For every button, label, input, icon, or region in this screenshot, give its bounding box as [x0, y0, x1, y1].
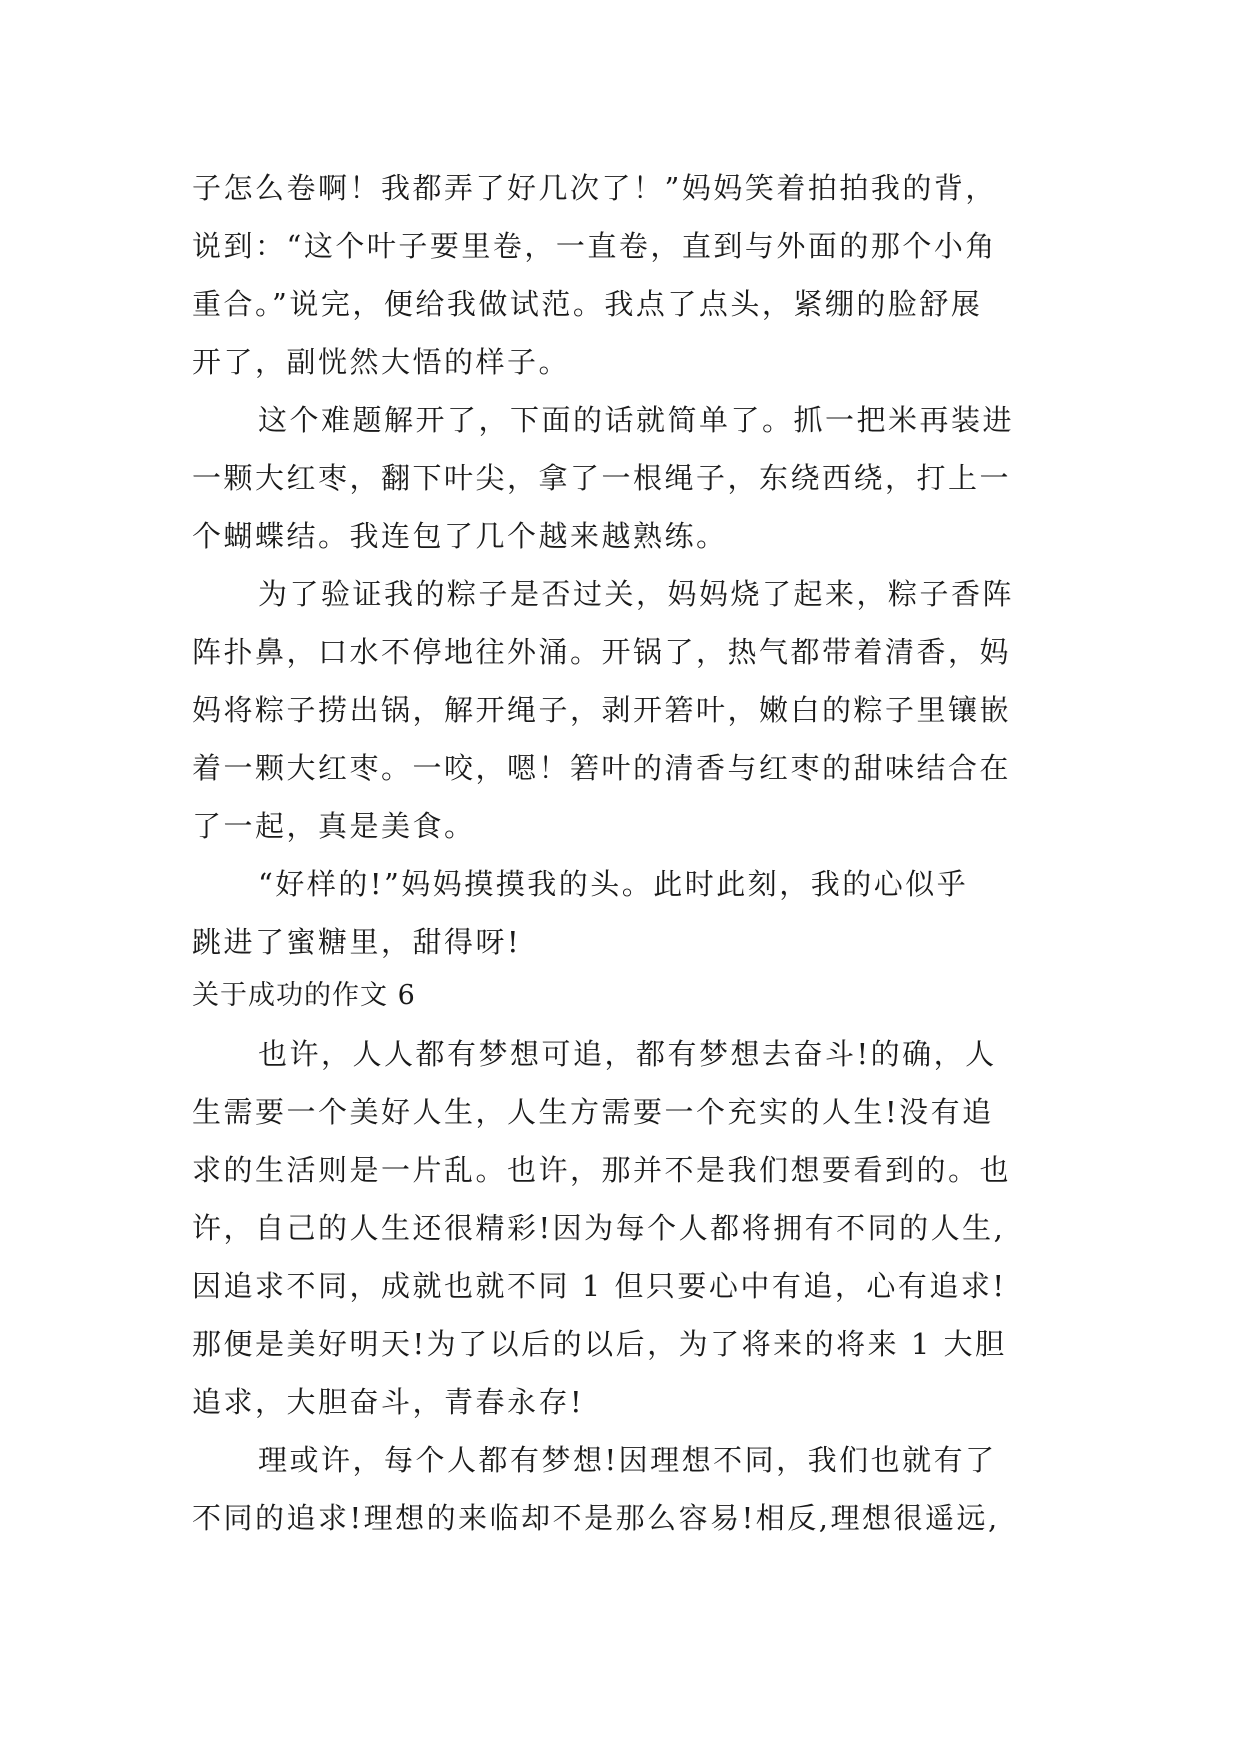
text-line: 开了，副恍然大悟的样子。 [192, 345, 571, 379]
text-line: 求的生活则是一片乱。也许，那并不是我们想要看到的。也 [192, 1153, 1012, 1187]
paragraph-start-line: 理或许，每个人都有梦想!因理想不同，我们也就有了 [258, 1443, 997, 1477]
text-line: 重合。”说完，便给我做试范。我点了点头，紧绷的脸舒展 [192, 287, 983, 321]
paragraph-start-line: 为了验证我的粽子是否过关，妈妈烧了起来，粽子香阵 [258, 577, 1015, 611]
text-line: 着一颗大红枣。一咬，嗯！箬叶的清香与红枣的甜味结合在 [192, 751, 1012, 785]
section-heading: 关于成功的作文 6 [192, 980, 416, 1011]
text-line: 不同的追求!理想的来临却不是那么容易!相反,理想很遥远, [192, 1501, 1000, 1535]
paragraph-start-line: “好样的!”妈妈摸摸我的头。此时此刻，我的心似乎 [258, 867, 969, 901]
text-line: 阵扑鼻，口水不停地往外涌。开锅了，热气都带着清香，妈 [192, 635, 1012, 669]
text-line: 个蝴蝶结。我连包了几个越来越熟练。 [192, 519, 728, 553]
text-line: 了一起，真是美食。 [192, 809, 476, 843]
text-line: 一颗大红枣，翻下叶尖，拿了一根绳子，东绕西绕，打上一 [192, 461, 1012, 495]
text-line: 那便是美好明天!为了以后的以后，为了将来的将来 1 大胆 [192, 1327, 1007, 1361]
text-line: 追求，大胆奋斗，青春永存! [192, 1385, 585, 1419]
text-line: 说到：“这个叶子要里卷，一直卷，直到与外面的那个小角 [192, 229, 997, 263]
text-line: 妈将粽子捞出锅，解开绳子，剥开箬叶，嫩白的粽子里镶嵌 [192, 693, 1012, 727]
paragraph-start-line: 也许，人人都有梦想可追，都有梦想去奋斗!的确，人 [258, 1037, 997, 1071]
text-line: 子怎么卷啊！我都弄了好几次了！”妈妈笑着拍拍我的背， [192, 171, 997, 205]
text-line: 许，自己的人生还很精彩!因为每个人都将拥有不同的人生, [192, 1211, 1006, 1245]
text-line: 生需要一个美好人生，人生方需要一个充实的人生!没有追 [192, 1095, 994, 1129]
text-line: 跳进了蜜糖里，甜得呀! [192, 925, 522, 959]
paragraph-start-line: 这个难题解开了，下面的话就简单了。抓一把米再装进 [258, 403, 1015, 437]
text-line: 因追求不同，成就也就不同 1 但只要心中有追，心有追求! [192, 1269, 1007, 1303]
